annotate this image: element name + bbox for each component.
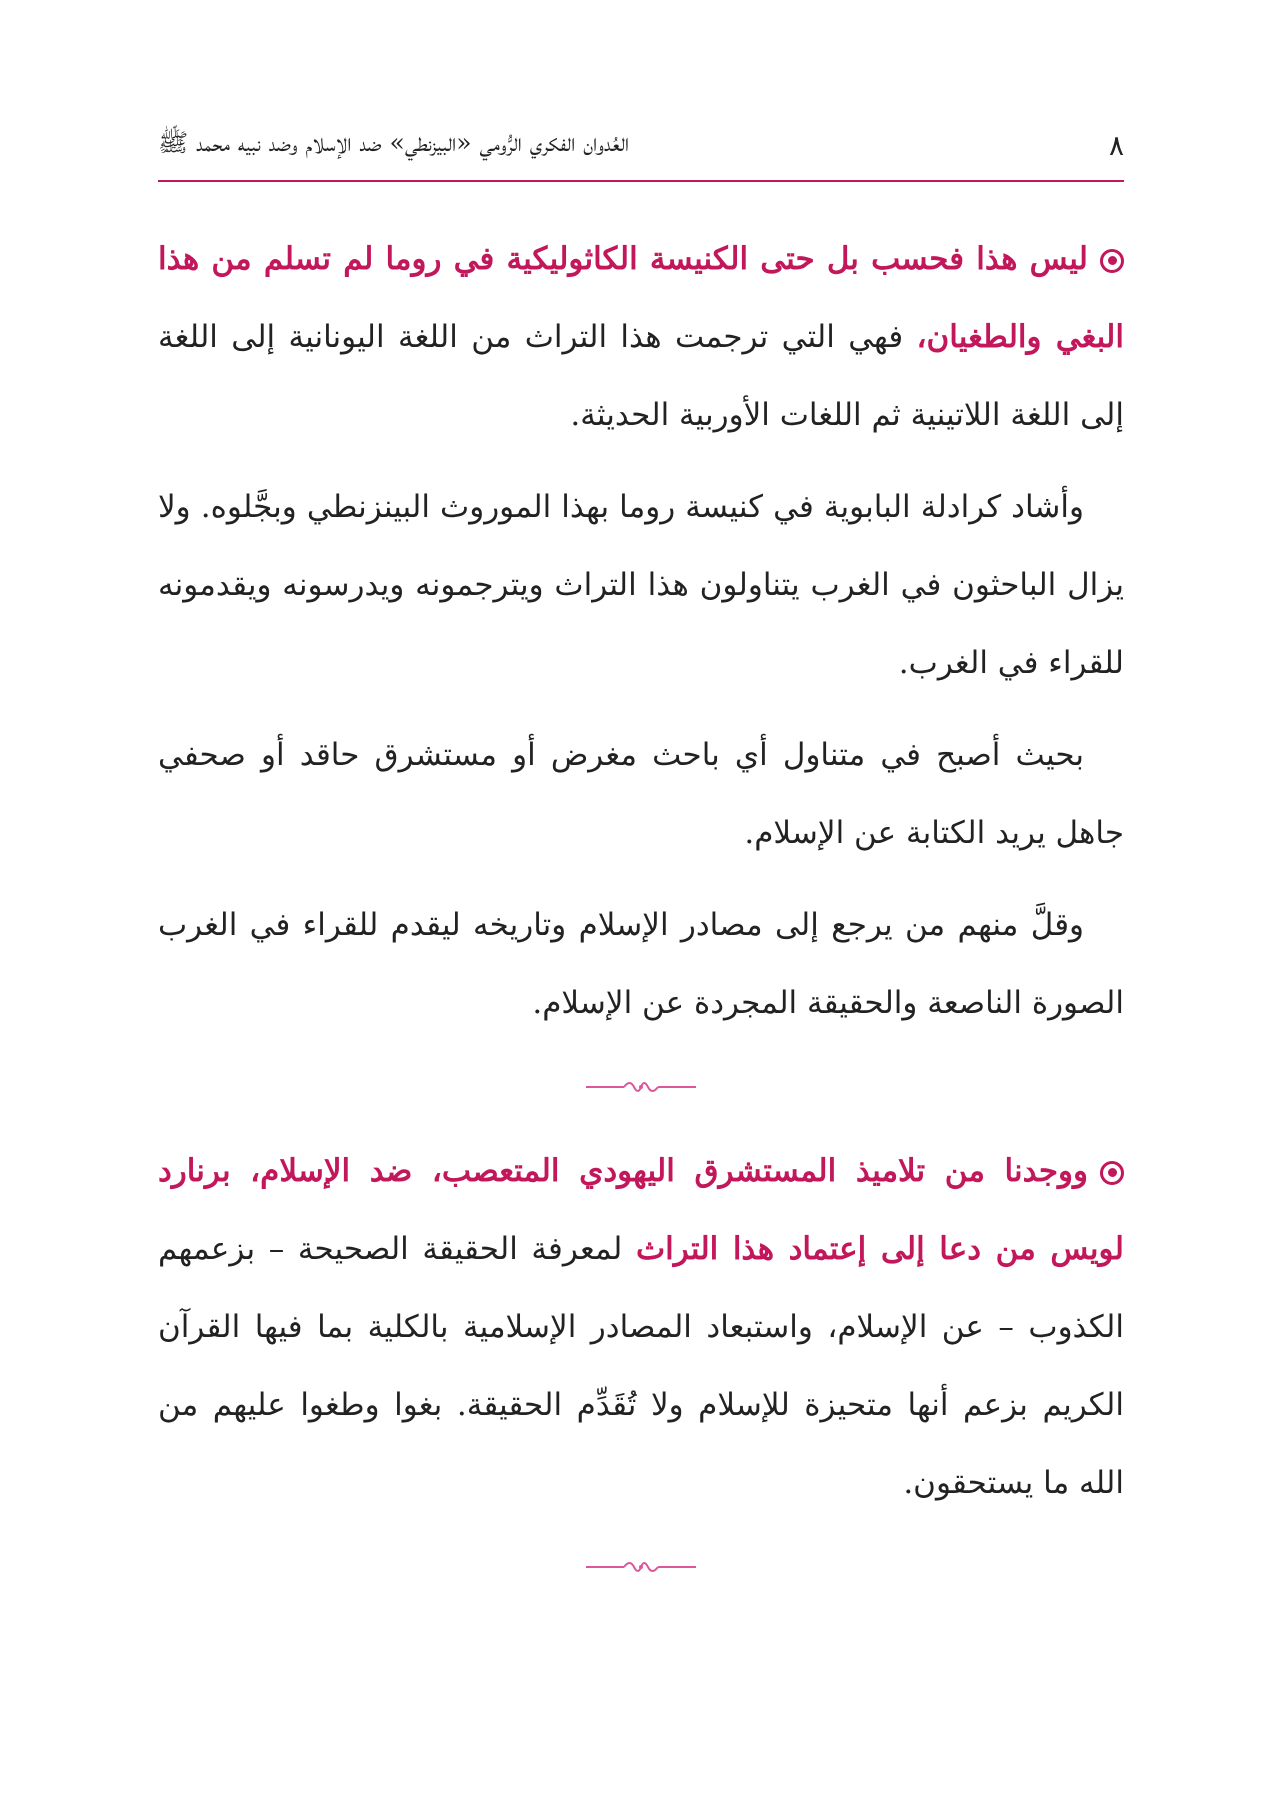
running-title: العُدوان الفكري الرُّومي «البيزنطي» ضد الإسلام وضد نبيه محمد ﷺ [158, 127, 630, 157]
body-text: لمعرفة الحقيقة الصحيحة – بزعمهم الكذوب – عن الإسلام، واستبعاد المصادر الإسلامية بالكلية بما فيها القرآن الكريم بزعم أنها متحيزة للإسلام ولا تُقَدِّم الحقيقة. بغوا وطغوا عليهم من الله ما يستحقون. [158, 1231, 1124, 1501]
section-divider-ornament-icon [158, 1522, 1124, 1612]
section2-paragraph-1 [158, 1132, 1124, 1522]
highlighted-text: ووجدنا من تلاميذ المستشرق اليهودي المتعصب، ضد الإسلام، برنارد لويس من دعا إلى إعتماد هذا التراث [158, 1153, 1124, 1267]
header-divider [158, 180, 1124, 182]
section-divider-ornament-icon [158, 1042, 1124, 1132]
bullet-target-icon [1100, 249, 1124, 273]
section1-paragraph-1 [158, 220, 1124, 454]
section1-paragraph-4: وقلَّ منهم من يرجع إلى مصادر الإسلام وتاريخه ليقدم للقراء في الغرب الصورة الناصعة والحقيقة المجردة عن الإسلام. [158, 907, 1124, 1021]
bullet-target-icon [1100, 1161, 1124, 1185]
page-header [158, 118, 1124, 172]
body-text: فهي التي ترجمت هذا التراث من اللغة اليونانية إلى اللغة إلى اللغة اللاتينية ثم اللغات الأوربية الحديثة. [158, 319, 1124, 433]
section1-paragraph-2: وأشاد كرادلة البابوية في كنيسة روما بهذا الموروث البينزنطي وبجَّلوه. ولا يزال الباحثون في الغرب يتناولون هذا التراث ويترجمونه ويدرسونه ويقدمونه للقراء في الغرب. [158, 489, 1124, 681]
section1-paragraph-3: بحيث أصبح في متناول أي باحث مغرض أو مستشرق حاقد أو صحفي جاهل يريد الكتابة عن الإسلام. [158, 737, 1124, 851]
page-body [158, 220, 1124, 1612]
page-number: ٨ [1108, 128, 1124, 162]
highlighted-text: ليس هذا فحسب بل حتى الكنيسة الكاثوليكية في روما لم تسلم من هذا البغي والطغيان، [158, 241, 1124, 355]
